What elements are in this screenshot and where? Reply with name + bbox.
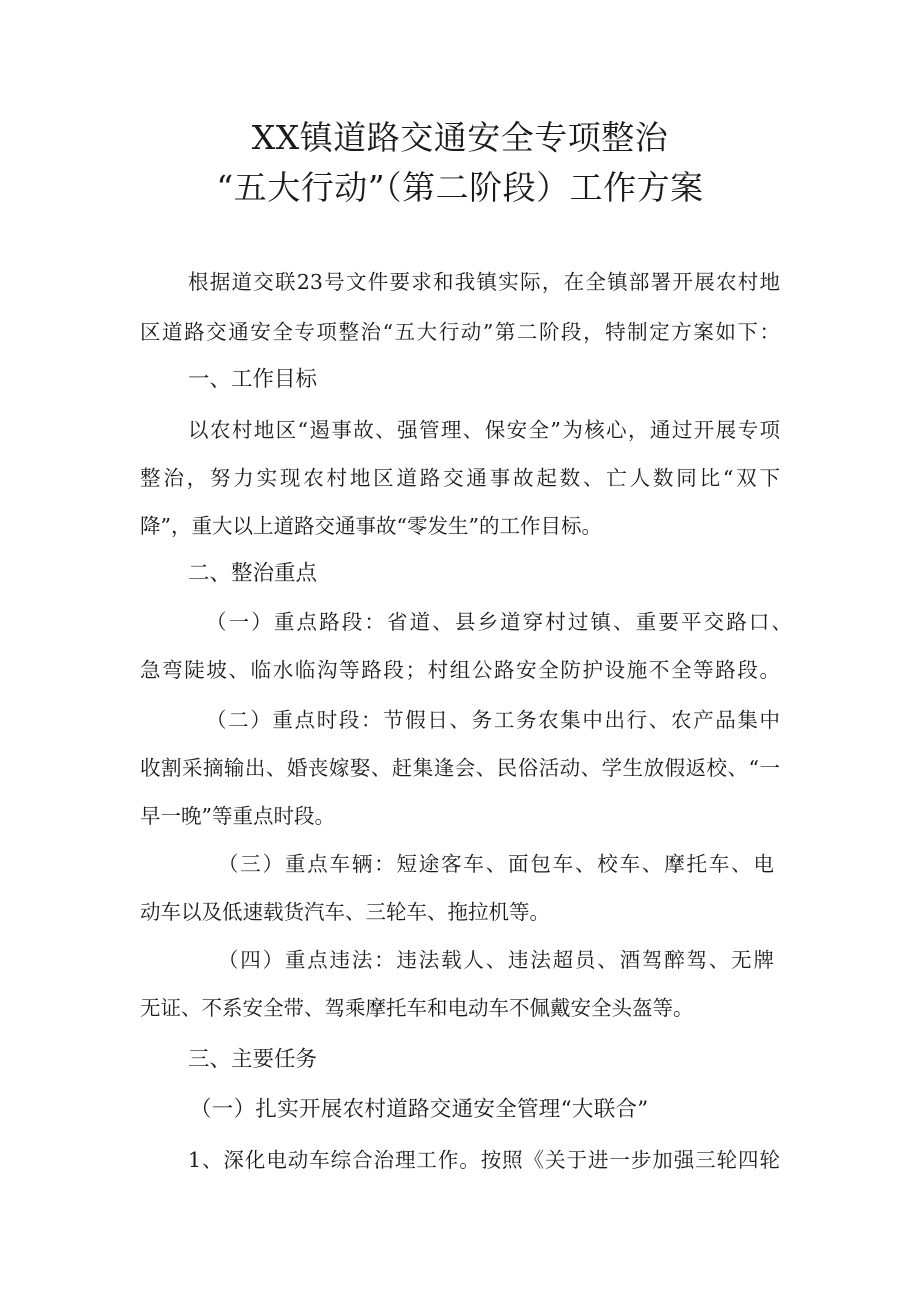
section-1-heading: 一、工作目标 [188,367,318,392]
section-2-heading: 二、整治重点 [188,561,318,586]
section-2-item-1-line-2: 急弯陡坡、临水临沟等路段；村组公路安全防护设施不全等路段。 [140,658,780,682]
section-1-line-2: 整治，努力实现农村地区道路交通事故起数、亡人数同比“双下 [140,466,780,490]
intro-line-1: 根据道交联23号文件要求和我镇实际，在全镇部署开展农村地 [188,270,780,294]
section-2-item-2-line-2: 收割采摘输出、婚丧嫁娶、赶集逢会、民俗活动、学生放假返校、“一 [140,756,780,780]
document-title-line-1: XX镇道路交通安全专项整治 [251,118,669,157]
section-1-line-3: 降”，重大以上道路交通事故“零发生”的工作目标。 [140,514,602,538]
section-2-item-2-line-1: （二）重点时段：节假日、务工务农集中出行、农产品集中 [206,708,780,732]
section-3-item-1-line-1: 1、深化电动车综合治理工作。按照《关于进一步加强三轮四轮 [188,1148,780,1172]
section-2-item-3-line-1: （三）重点车辆：短途客车、面包车、校车、摩托车、电 [218,852,774,876]
section-3-subheading-1: （一）扎实开展农村道路交通安全管理“大联合” [190,1097,649,1122]
intro-line-2: 区道路交通安全专项整治“五大行动”第二阶段，特制定方案如下： [140,320,780,344]
document-title-line-2: “五大行动”（第二阶段）工作方案 [216,168,704,207]
section-2-item-4-line-1: （四）重点违法：违法载人、违法超员、酒驾醉驾、无牌 [218,948,774,972]
section-2-item-1-line-1: （一）重点路段：省道、县乡道穿村过镇、重要平交路口、 [206,610,792,634]
section-3-heading: 三、主要任务 [188,1047,318,1072]
section-2-item-3-line-2: 动车以及低速载货汽车、三轮车、拖拉机等。 [140,900,550,924]
section-2-item-4-line-2: 无证、不系安全带、驾乘摩托车和电动车不佩戴安全头盔等。 [140,996,694,1020]
section-2-item-2-line-3: 早一晚”等重点时段。 [140,804,335,828]
section-1-line-1: 以农村地区“遏事故、强管理、保安全”为核心，通过开展专项 [188,418,780,442]
